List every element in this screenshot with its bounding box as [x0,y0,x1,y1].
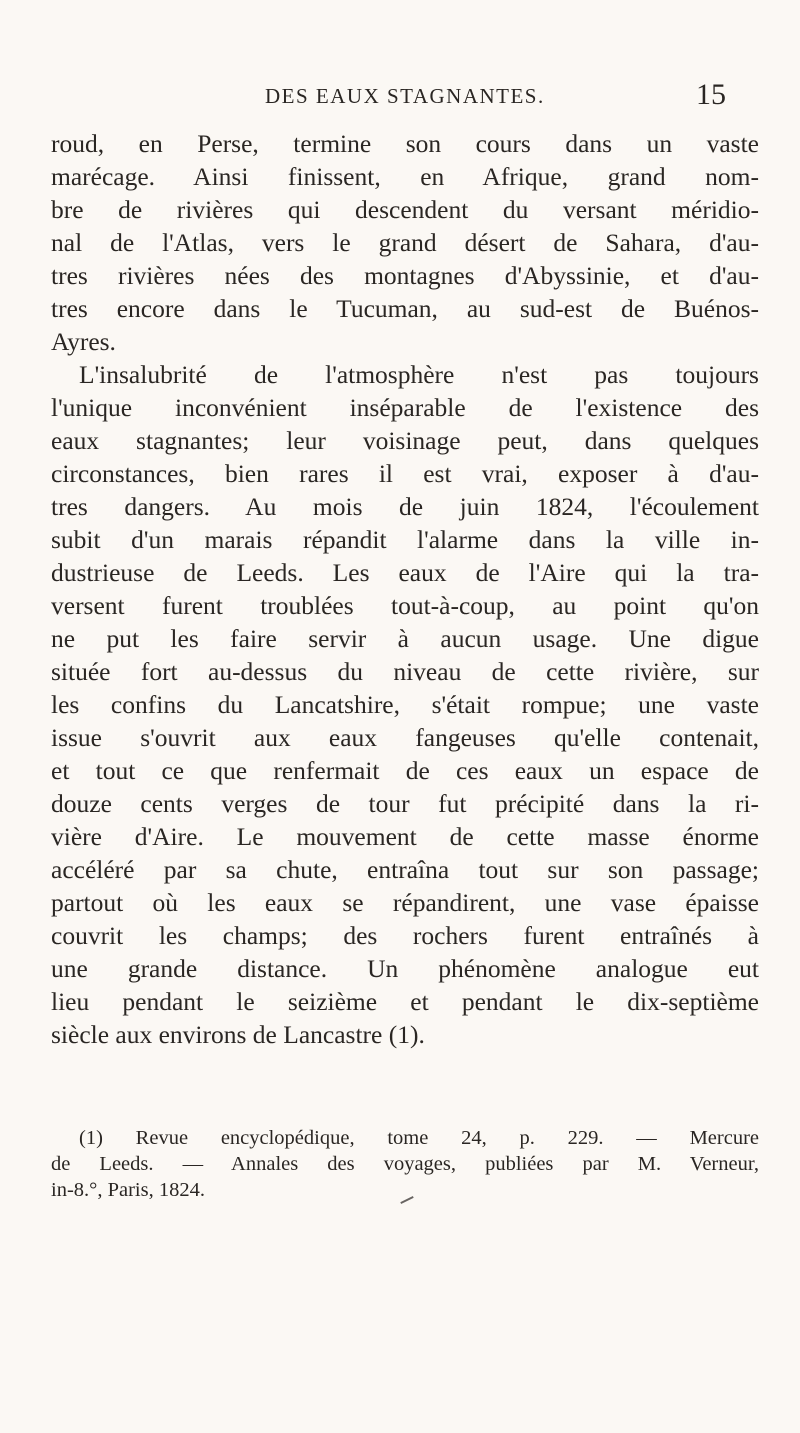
text-line: nal de l'Atlas, vers le grand désert de Sahara, d'au- [51,228,759,257]
text-line: bre de rivières qui descendent du versant méridio- [51,195,759,224]
text-line: subit d'un marais répandit l'alarme dans la ville in- [51,525,759,554]
text-line: vière d'Aire. Le mouvement de cette masse énorme [51,822,759,851]
text-line: une grande distance. Un phénomène analogue eut [51,954,759,983]
text-line: dustrieuse de Leeds. Les eaux de l'Aire qui la tra- [51,558,759,587]
footnote-line: (1) Revue encyclopédique, tome 24, p. 229. — Mercure [79,1127,759,1149]
text-line: circonstances, bien rares il est vrai, exposer à d'au- [51,459,759,488]
text-line: siècle aux environs de Lancastre (1). [51,1020,425,1049]
footnote-line: in-8.°, Paris, 1824. [51,1179,205,1201]
running-title: DES EAUX STAGNANTES. [265,84,545,108]
text-line: Ayres. [51,327,116,356]
text-line: versent furent troublées tout-à-coup, au point qu'on [51,591,759,620]
page-header [0,78,800,124]
text-line: tres dangers. Au mois de juin 1824, l'écoulement [51,492,759,521]
text-line: l'unique inconvénient inséparable de l'existence des [51,393,759,422]
text-line: située fort au-dessus du niveau de cette rivière, sur [51,657,759,686]
text-line: les confins du Lancatshire, s'était rompue; une vaste [51,690,759,719]
text-line: et tout ce que renfermait de ces eaux un espace de [51,756,759,785]
text-line: L'insalubrité de l'atmosphère n'est pas toujours [79,360,759,389]
text-line: accéléré par sa chute, entraîna tout sur son passage; [51,855,759,884]
footnote-line: de Leeds. — Annales des voyages, publiées par M. Verneur, [51,1153,759,1175]
page-number: 15 [696,78,726,111]
footnotes [51,1125,759,1203]
text-line: eaux stagnantes; leur voisinage peut, dans quelques [51,426,759,455]
text-line: tres rivières nées des montagnes d'Abyssinie, et d'au- [51,261,759,290]
text-line: roud, en Perse, termine son cours dans un vaste [51,129,759,158]
text-line: couvrit les champs; des rochers furent entraînés à [51,921,759,950]
text-line: lieu pendant le seizième et pendant le dix-septième [51,987,759,1016]
text-line: partout où les eaux se répandirent, une vase épaisse [51,888,759,917]
body-text [51,127,759,1051]
text-line: issue s'ouvrit aux eaux fangeuses qu'elle contenait, [51,723,759,752]
text-line: douze cents verges de tour fut précipité dans la ri- [51,789,759,818]
text-line: ne put les faire servir à aucun usage. Une digue [51,624,759,653]
text-line: tres encore dans le Tucuman, au sud-est de Buénos- [51,294,759,323]
text-line: marécage. Ainsi finissent, en Afrique, grand nom- [51,162,759,191]
